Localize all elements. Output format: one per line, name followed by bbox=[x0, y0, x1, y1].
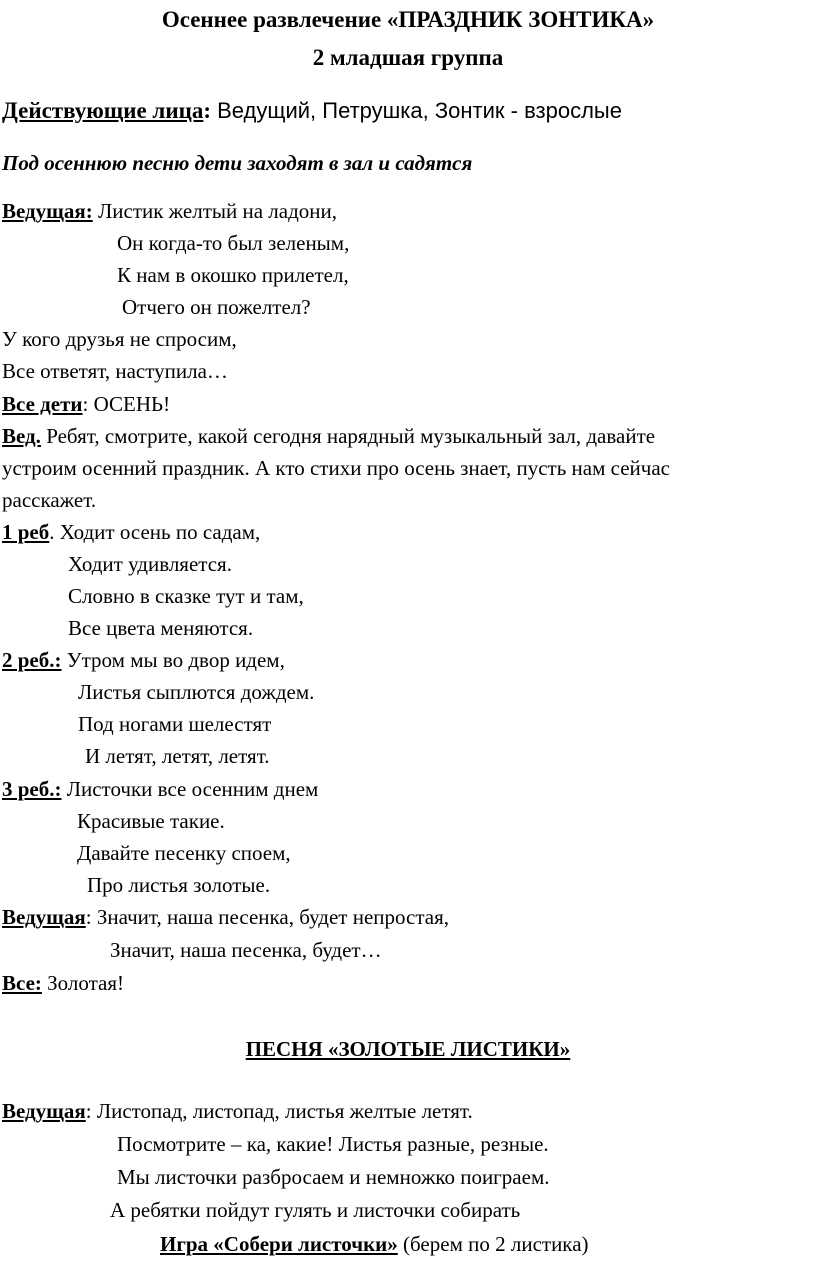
speaker-label: 1 реб bbox=[2, 520, 50, 544]
speech-line: Листья сыплются дождем. bbox=[78, 680, 315, 704]
speaker-label: Вед. bbox=[2, 424, 41, 448]
cast-colon: : bbox=[203, 98, 211, 123]
document-title: Осеннее развлечение «ПРАЗДНИК ЗОНТИКА» bbox=[161, 7, 655, 32]
speech-line: А ребятки пойдут гулять и листочки собирать bbox=[110, 1198, 521, 1222]
speech-line: У кого друзья не спросим, bbox=[2, 327, 237, 351]
speech-line bbox=[2, 970, 124, 996]
game-title: Игра «Собери листочки» bbox=[160, 1232, 398, 1256]
speaker-label: 3 реб.: bbox=[2, 777, 62, 801]
speaker-label: Ведущая bbox=[2, 1099, 86, 1123]
cast-label: Действующие лица bbox=[2, 98, 204, 123]
speech-line: Он когда-то был зеленым, bbox=[117, 231, 350, 255]
speaker-label: Ведущая: bbox=[2, 199, 93, 223]
speech-text: . Ходит осень по садам, bbox=[49, 520, 261, 544]
cast-text: Ведущий, Петрушка, Зонтик - взрослые bbox=[211, 98, 622, 123]
speech-line bbox=[2, 198, 337, 224]
speech-line: Давайте песенку споем, bbox=[77, 841, 291, 865]
song-title: ПЕСНЯ «ЗОЛОТЫЕ ЛИСТИКИ» bbox=[245, 1037, 571, 1061]
speech-line: Красивые такие. bbox=[77, 809, 225, 833]
speech-line: Все цвета меняются. bbox=[68, 616, 254, 640]
speech-line: устроим осенний праздник. А кто стихи про осень знает, пусть нам сейчас bbox=[2, 456, 670, 480]
speech-line: И летят, летят, летят. bbox=[85, 744, 270, 768]
speech-line: Значит, наша песенка, будет… bbox=[110, 938, 382, 962]
speech-line: К нам в окошко прилетел, bbox=[117, 263, 349, 287]
speech-text: Утром мы во двор идем, bbox=[61, 648, 285, 672]
speech-line: Под ногами шелестят bbox=[78, 712, 272, 736]
speech-line bbox=[2, 391, 170, 417]
document-subtitle: 2 младшая группа bbox=[312, 45, 504, 70]
speech-line: Ходит удивляется. bbox=[68, 552, 232, 576]
speech-line: Про листья золотые. bbox=[87, 873, 271, 897]
speech-line bbox=[2, 904, 449, 930]
cast-line bbox=[2, 97, 622, 125]
speech-text: Золотая! bbox=[41, 971, 125, 995]
speech-text: Листочки все осенним днем bbox=[61, 777, 319, 801]
speech-text: : ОСЕНЬ! bbox=[82, 392, 171, 416]
speech-line: Все ответят, наступила… bbox=[2, 359, 228, 383]
stage-direction: Под осеннюю песню дети заходят в зал и садятся bbox=[2, 151, 473, 175]
speech-line bbox=[2, 519, 260, 545]
speech-line bbox=[2, 423, 655, 449]
speech-text: Ребят, смотрите, какой сегодня нарядный музыкальный зал, давайте bbox=[40, 424, 656, 448]
speech-text: Листик желтый на ладони, bbox=[92, 199, 338, 223]
speaker-label: 2 реб.: bbox=[2, 648, 62, 672]
speech-line: Словно в сказке тут и там, bbox=[68, 584, 304, 608]
speaker-label: Ведущая bbox=[2, 905, 86, 929]
speaker-label: Все дети bbox=[2, 392, 83, 416]
speech-text: : Листопад, листопад, листья желтые летят. bbox=[85, 1099, 473, 1123]
speech-line: Посмотрите – ка, какие! Листья разные, резные. bbox=[117, 1132, 549, 1156]
game-note: (берем по 2 листика) bbox=[397, 1232, 589, 1256]
speech-line bbox=[2, 647, 285, 673]
speech-line bbox=[2, 776, 318, 802]
speech-line: Отчего он пожелтел? bbox=[122, 295, 311, 319]
game-line bbox=[160, 1231, 589, 1257]
speech-line: Мы листочки разбросаем и немножко поиграем. bbox=[117, 1165, 550, 1189]
speech-text: : Значит, наша песенка, будет непростая, bbox=[85, 905, 450, 929]
speech-line: расскажет. bbox=[2, 488, 97, 512]
speaker-label: Все: bbox=[2, 971, 42, 995]
speech-line bbox=[2, 1098, 473, 1124]
